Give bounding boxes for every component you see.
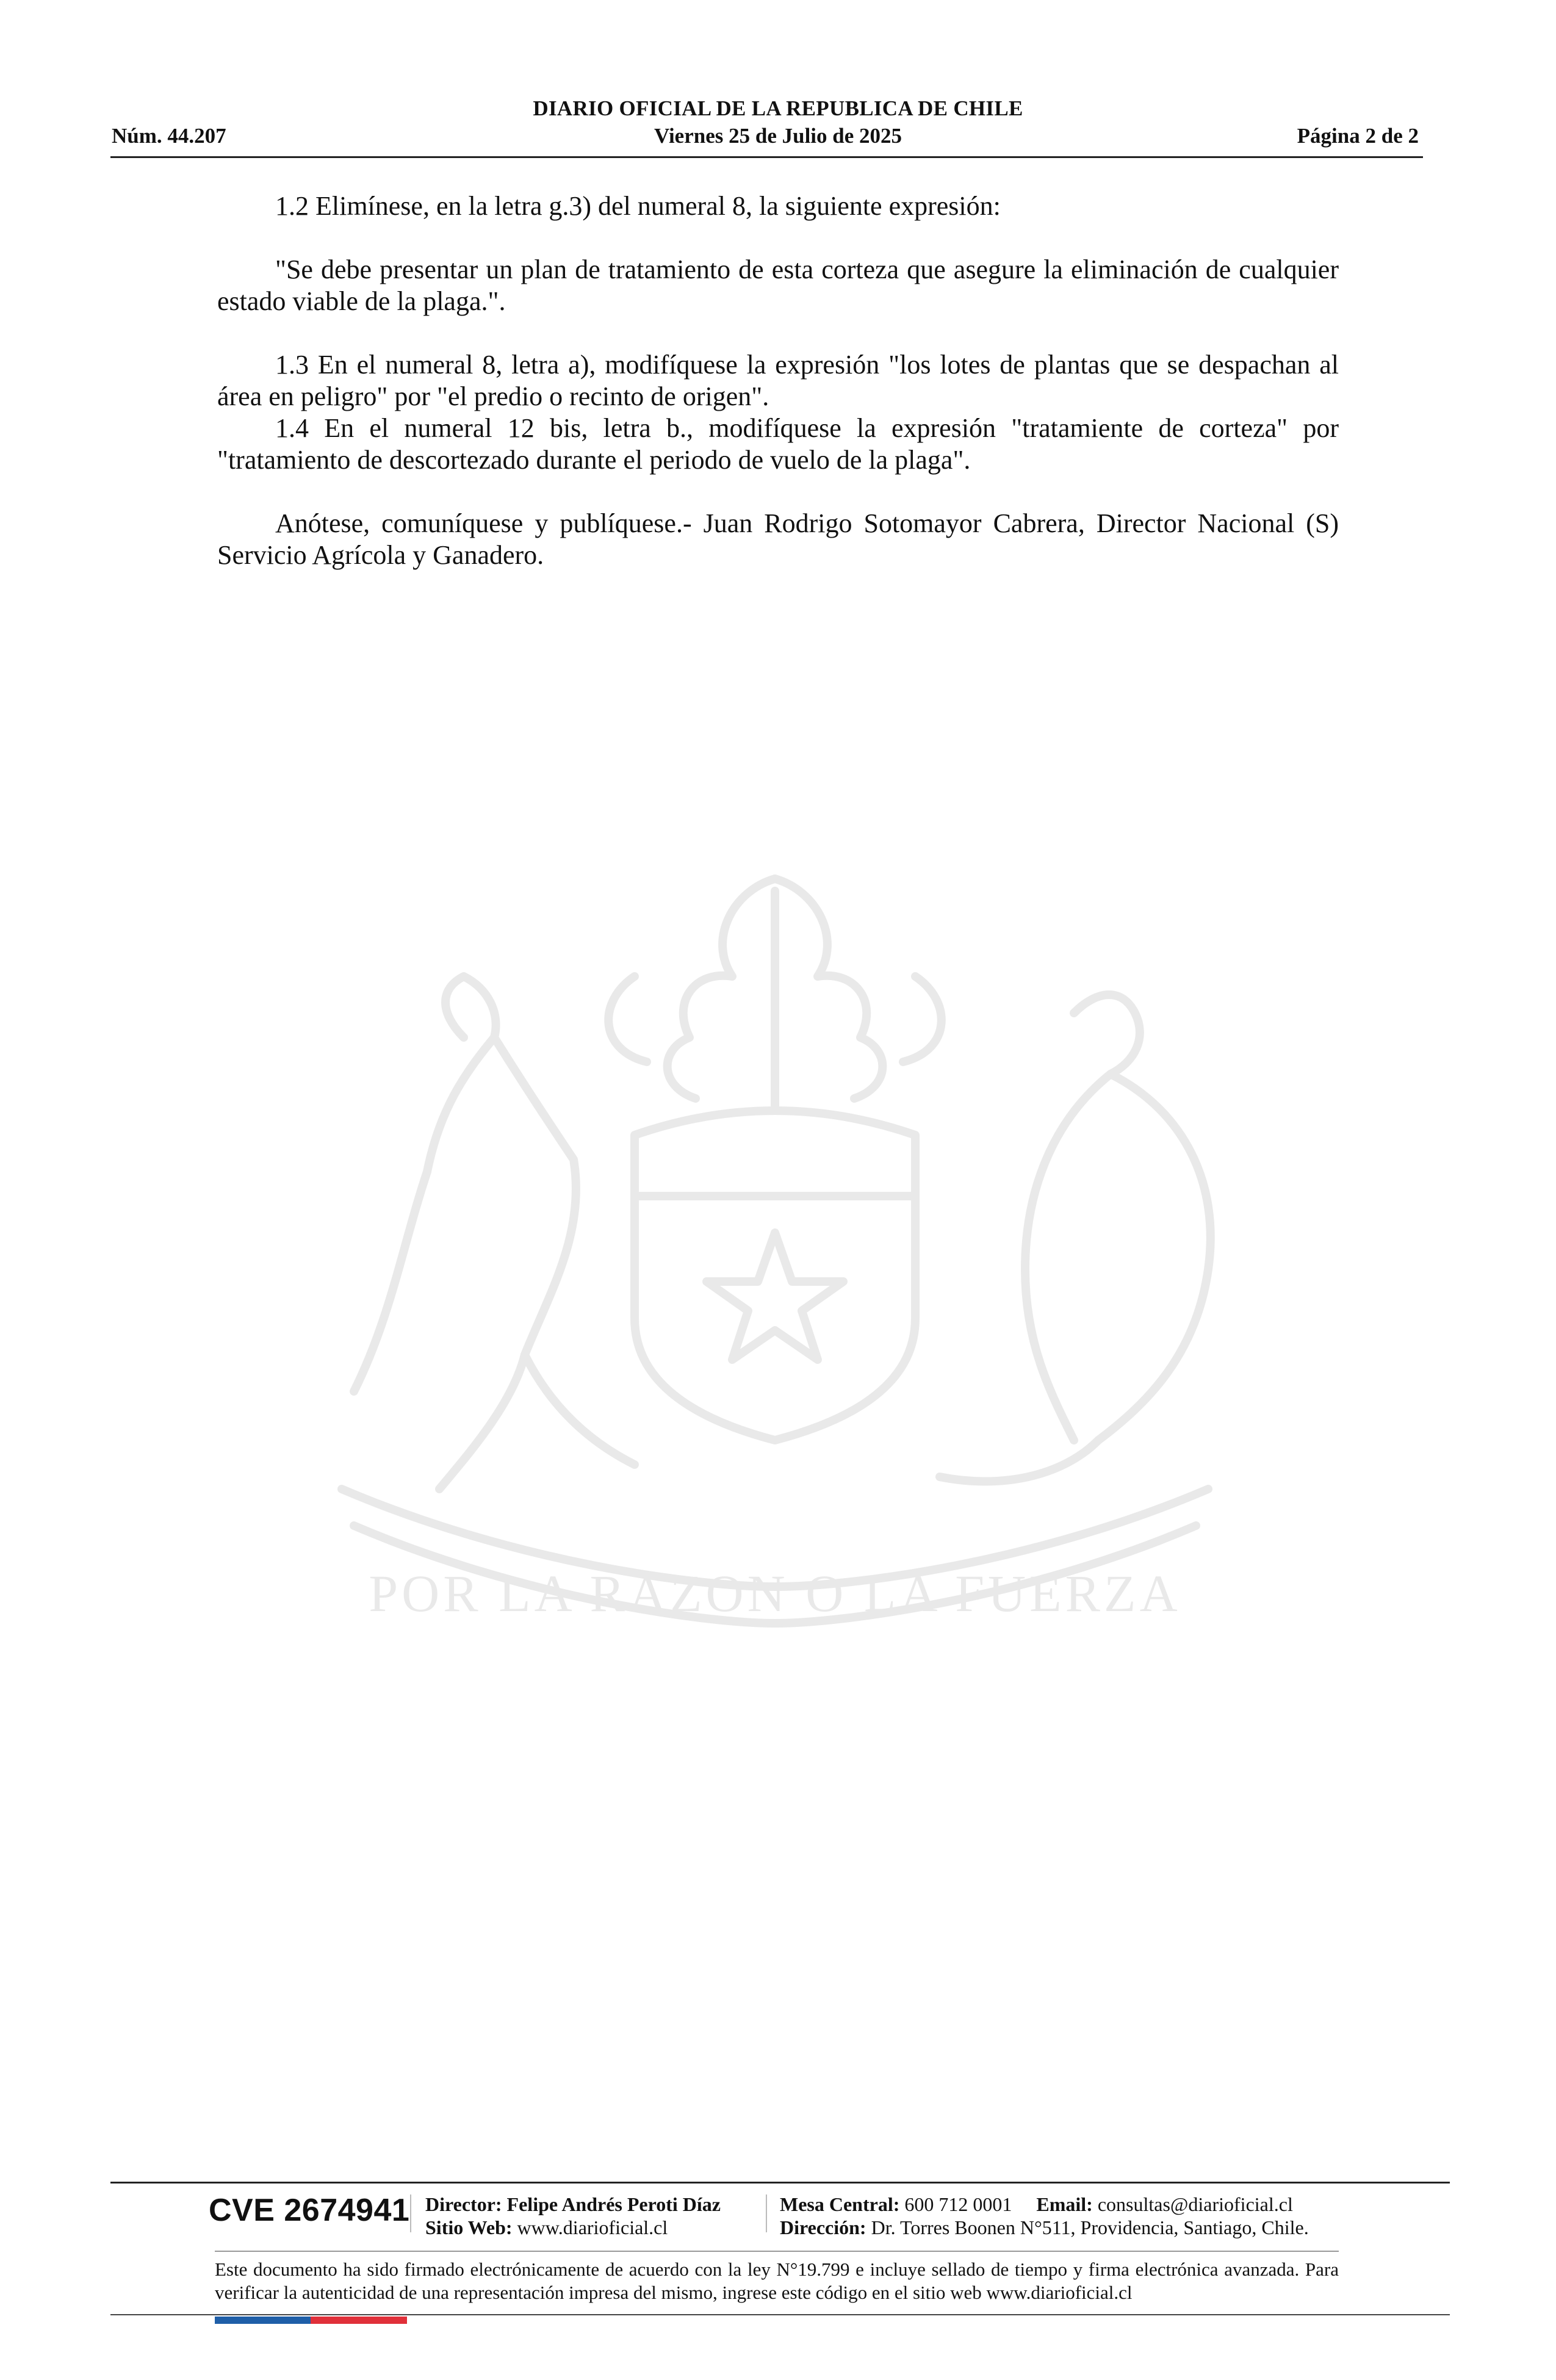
footer-bottom-divider [110,2314,1450,2315]
director-name: Felipe Andrés Peroti Díaz [506,2193,721,2215]
flag-stripe-blue [215,2317,311,2324]
phone-label: Mesa Central: [780,2193,900,2215]
website-info [425,2216,668,2239]
website-label: Sitio Web: [425,2216,513,2238]
footer-top-divider [110,2182,1450,2183]
coat-of-arms-icon [207,854,1342,1672]
paragraph-quote: "Se debe presentar un plan de tratamiento de esta corteza que asegure la eliminación de cualquier estado viable de la plaga.". [217,254,1339,316]
phone-number: 600 712 0001 [904,2193,1012,2215]
address-label: Dirección: [780,2216,866,2238]
footer-separator [410,2194,411,2232]
page-number: Página 2 de 2 [1297,124,1419,148]
director-label: Director: [425,2193,502,2215]
paragraph-1-2: 1.2 Elimínese, en la letra g.3) del numeral 8, la siguiente expresión: [275,191,1001,221]
email-link[interactable]: consultas@diarioficial.cl [1097,2193,1293,2215]
issue-number: Núm. 44.207 [112,124,226,148]
director-info [425,2193,721,2216]
legal-notice: Este documento ha sido firmado electrónicamente de acuerdo con la ley N°19.799 e incluye sellado de tiempo y firma electrónica avanzada. Para verificar la autenticidad de una representación impresa del mismo, ingrese este código en el sitio web www.diarioficial.cl [215,2259,1339,2303]
address-info [780,2216,1309,2239]
flag-stripe-red [311,2317,407,2324]
contact-info [780,2193,1293,2216]
email-label: Email: [1036,2193,1093,2215]
closing-signature: Anótese, comuníquese y publíquese.- Juan Rodrigo Sotomayor Cabrera, Director Nacional (S) Servicio Agrícola y Ganadero. [217,508,1339,570]
website-link[interactable]: www.diarioficial.cl [517,2216,668,2238]
cve-code: CVE 2674941 [209,2193,410,2228]
paragraph-1-4: 1.4 En el numeral 12 bis, letra b., modifíquese la expresión "tratamiente de corteza" por "tratamiento de descortezado durante el periodo de vuelo de la plaga". [217,413,1339,475]
document-body [217,190,1339,571]
crest-motto: POR LA RAZON O LA FUERZA [369,1564,1181,1623]
issue-date: Viernes 25 de Julio de 2025 [654,124,902,148]
paragraph-1-3: 1.3 En el numeral 8, letra a), modifíquese la expresión "los lotes de plantas que se despachan al área en peligro" por "el predio o recinto de origen". [217,350,1339,411]
newspaper-title: DIARIO OFICIAL DE LA REPUBLICA DE CHILE [533,96,1023,120]
footer-separator [766,2194,767,2232]
footer-mid-divider [215,2251,1339,2252]
header-divider [110,156,1423,158]
address-value: Dr. Torres Boonen N°511, Providencia, Santiago, Chile. [871,2216,1309,2238]
